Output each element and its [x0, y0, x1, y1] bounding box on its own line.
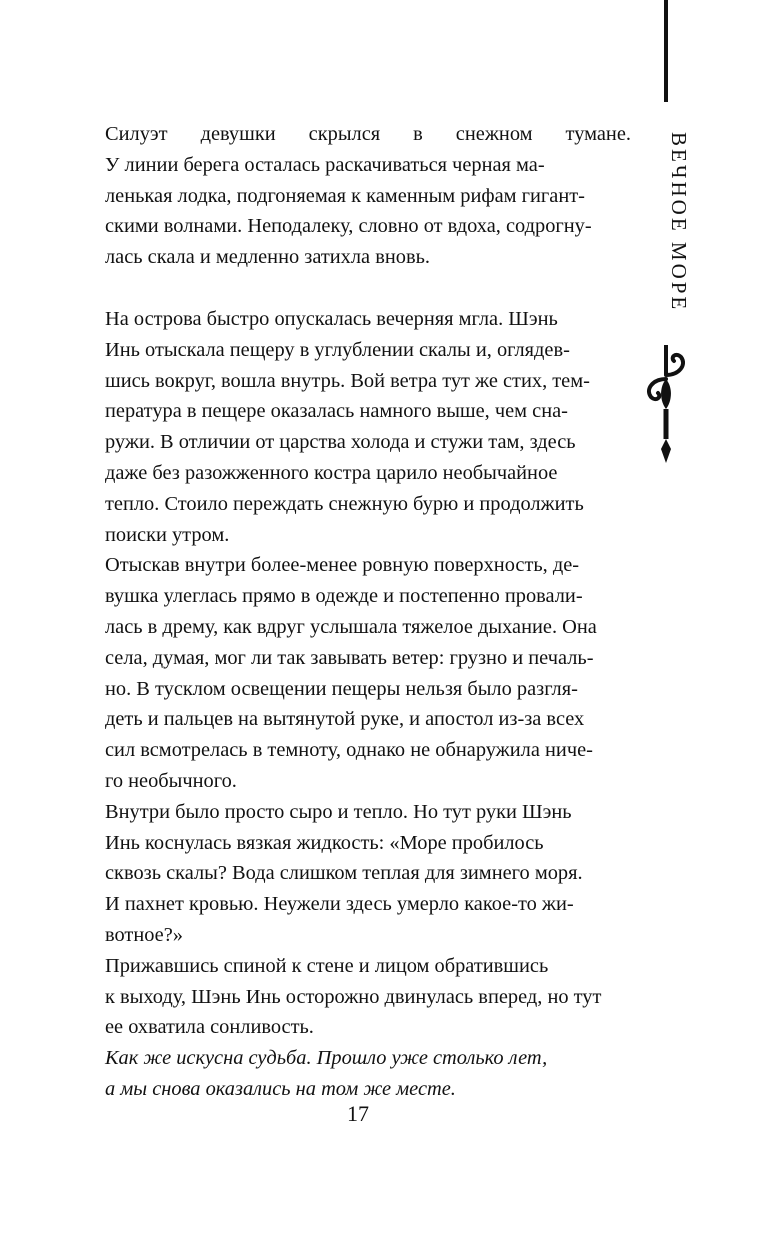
text-line: вушка улеглась прямо в одежде и постепенно провали- [105, 585, 583, 608]
text-line: И пахнет кровью. Неужели здесь умерло какое-то жи- [105, 893, 574, 916]
text-line: Силуэт девушки скрылся в снежном тумане. [105, 123, 631, 145]
text-line: деть и пальцев на вытянутой руке, и апостол из-за всех [105, 708, 585, 731]
paragraph-italic [81, 1043, 631, 1105]
paragraph [81, 150, 631, 273]
text-line: а мы снова оказались на том же месте. [105, 1077, 456, 1100]
text-line: Отыскав внутри более-менее ровную поверхность, де- [105, 554, 580, 577]
text-line: Внутри было просто сыро и тепло. Но тут руки Шэнь [105, 800, 572, 823]
paragraph [81, 951, 631, 1043]
paragraph [81, 550, 631, 796]
text-line: тепло. Стоило переждать снежную бурю и продолжить [105, 492, 584, 515]
text-line: сквозь скалы? Вода слишком теплая для зимнего моря. [105, 862, 583, 885]
text-line: сил всмотрелась в темноту, однако не обнаружила ниче- [105, 739, 593, 762]
text-line: ленькая лодка, подгоняемая к каменным рифам гигант- [105, 184, 585, 207]
text-line: лась скала и медленно затихла вновь. [105, 246, 430, 269]
text-line: даже без разожженного костра царило необычайное [105, 461, 558, 484]
text-line: села, думая, мог ли так завывать ветер: грузно и печаль- [105, 646, 594, 669]
text-line: поиски утром. [105, 523, 230, 546]
text-line: пература в пещере оказалась намного выше, чем сна- [105, 400, 568, 423]
text-line: лась в дрему, как вдруг услышала тяжелое дыхание. Она [105, 615, 597, 638]
text-line: У линии берега осталась раскачиваться черная ма- [105, 153, 545, 176]
margin-rule [664, 0, 668, 102]
paragraph [81, 797, 631, 951]
ornament-flourish-icon [641, 345, 691, 463]
text-line: к выходу, Шэнь Инь осторожно двинулась вперед, но тут [105, 985, 602, 1008]
text-line: Прижавшись спиной к стене и лицом обратившись [105, 954, 549, 977]
text-line: вотное?» [105, 923, 183, 946]
text-line: но. В тусклом освещении пещеры нельзя было разгля- [105, 677, 578, 700]
text-line: Как же искусна судьба. Прошло уже столько лет, [105, 1047, 548, 1070]
text-line: Инь отыскала пещеру в углублении скалы и, оглядев- [105, 338, 570, 361]
text-line: ружи. В отличии от царства холода и стужи там, здесь [105, 431, 576, 454]
text-line: шись вокруг, вошла внутрь. Вой ветра тут же стих, тем- [105, 369, 590, 392]
paragraph [81, 304, 631, 550]
paragraph [81, 119, 631, 150]
text-line: На острова быстро опускалась вечерняя мгла. Шэнь [105, 307, 558, 330]
text-line: скими волнами. Неподалеку, словно от вдоха, содрогну- [105, 215, 592, 238]
text-line: Инь коснулась вязкая жидкость: «Море пробилось [105, 831, 544, 854]
text-line: ее охватила сонливость. [105, 1016, 314, 1039]
page-text [81, 119, 631, 1105]
page-number: 17 [347, 1101, 369, 1126]
running-head: ВЕЧНОЕ МОРЕ [667, 132, 691, 313]
text-line: го необычного. [105, 769, 237, 792]
